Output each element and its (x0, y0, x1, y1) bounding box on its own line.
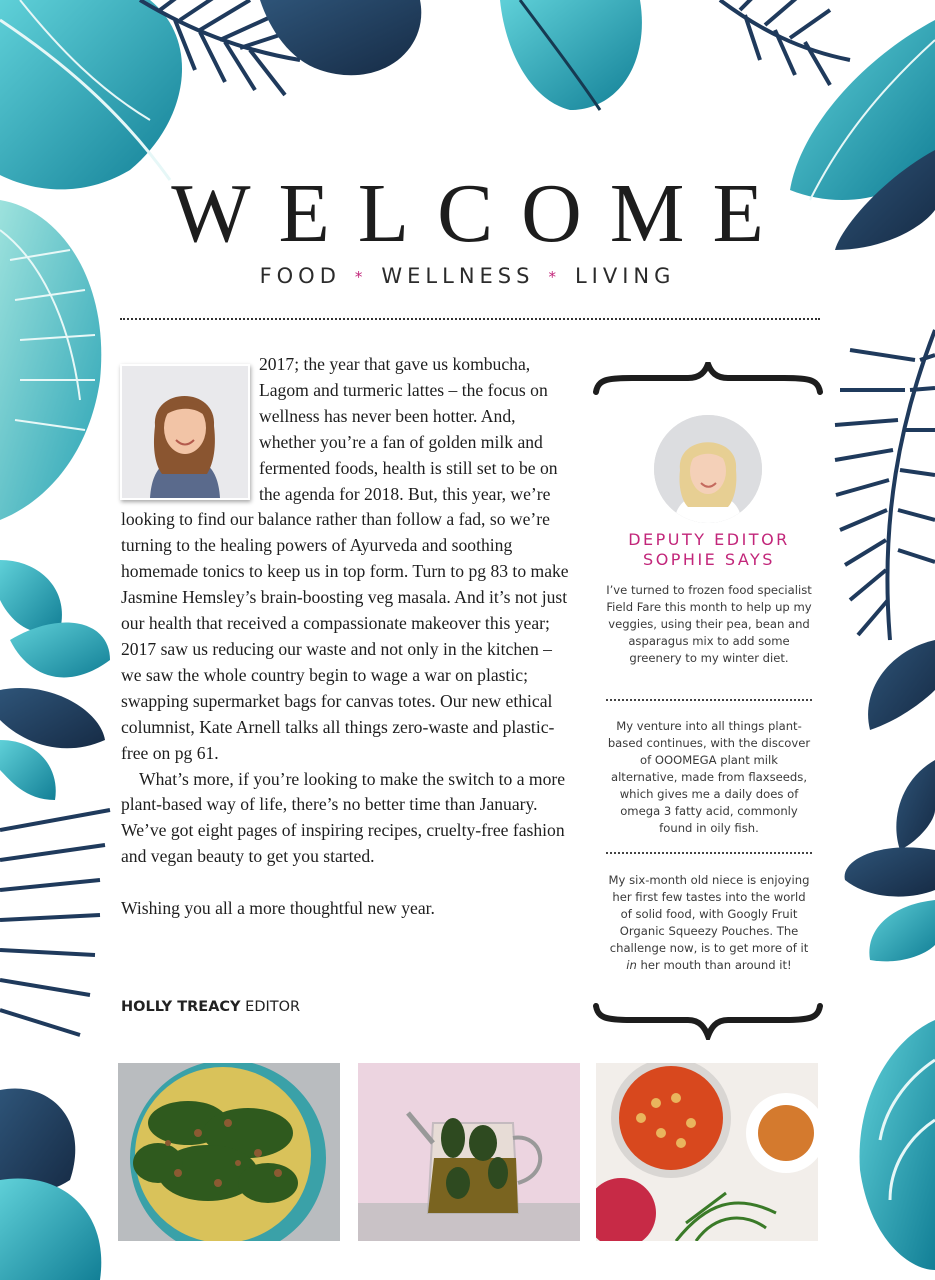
page-title: WELCOME (171, 167, 792, 260)
tagline-item-food: FOOD (259, 264, 341, 288)
tagline-item-living: LIVING (574, 264, 676, 288)
editor-name: HOLLY TREACY (121, 999, 241, 1015)
separator-star: * (354, 268, 368, 286)
tip-divider (606, 852, 812, 854)
sidebar-tip: I’ve turned to frozen food specialist Field Fare this month to help up my veggies, using their pea, bean and asparagus mix to add some greenery to my winter diet. (606, 583, 812, 665)
tip-divider (606, 699, 812, 701)
top-brace (592, 362, 824, 400)
herbal-tea-teapot-photo (358, 1063, 580, 1241)
separator-star: * (548, 268, 561, 286)
editor-letter (121, 352, 576, 922)
editor-byline (121, 999, 300, 1015)
section-tagline (0, 264, 935, 288)
header-divider (120, 318, 820, 320)
chickpea-curry-photo (596, 1063, 818, 1241)
sign-off: Wishing you all a more thoughtful new year. (121, 898, 435, 919)
sidebar-title-line2: SOPHIE SAYS (643, 550, 775, 569)
letter-paragraph: 2017; the year that gave us kombucha, Lagom and turmeric lattes – the focus on wellness has never been hotter. And, whether you’re a fan of golden milk and fermented foods, health is still set to be on the agenda for 2018. But, this year, we’re looking to find our balance rather than follow a fad, so we’re turning to the healing powers of Ayurveda and soothing homemade tonics to keep us in top form. Turn to pg 83 to make Jasmine Hemsley’s brain-boosting veg masala. And it’s not just our health that received a compassionate makeover this year; 2017 saw us reducing our waste and not only in the kitchen – we saw the whole country begin to wage a war on plastic; swapping supermarket bags for canvas totes. Our new ethical columnist, Kate Arnell talks all things zero-waste and plastic-free on pg 61. (121, 354, 569, 763)
sidebar-title (594, 530, 824, 570)
green-salad-photo (118, 1063, 340, 1241)
tagline-item-wellness: WELLNESS (381, 264, 535, 288)
sidebar-tip: My venture into all things plant-based continues, with the discover of OOOMEGA plant milk alternative, made from flaxseeds, which gives me a daily does of omega 3 fatty acid, commonly found in oily fish. (607, 719, 811, 835)
bottom-brace (592, 1000, 824, 1040)
deputy-editor-portrait (654, 415, 762, 523)
sidebar-title-line1: DEPUTY EDITOR (628, 530, 790, 549)
sidebar-tip: My six-month old niece is enjoying her first few tastes into the world of solid food, with Googly Fruit Organic Squeezy Pouches. The challenge now, is to get more of it in her mouth than around it! (608, 873, 810, 972)
letter-paragraph: What’s more, if you’re looking to make the switch to a more plant-based way of life, there’s no better time than January. We’ve got eight pages of inspiring recipes, cruelty-free fashion and vegan beauty to get you started. (121, 768, 566, 867)
editor-role: EDITOR (245, 999, 301, 1015)
